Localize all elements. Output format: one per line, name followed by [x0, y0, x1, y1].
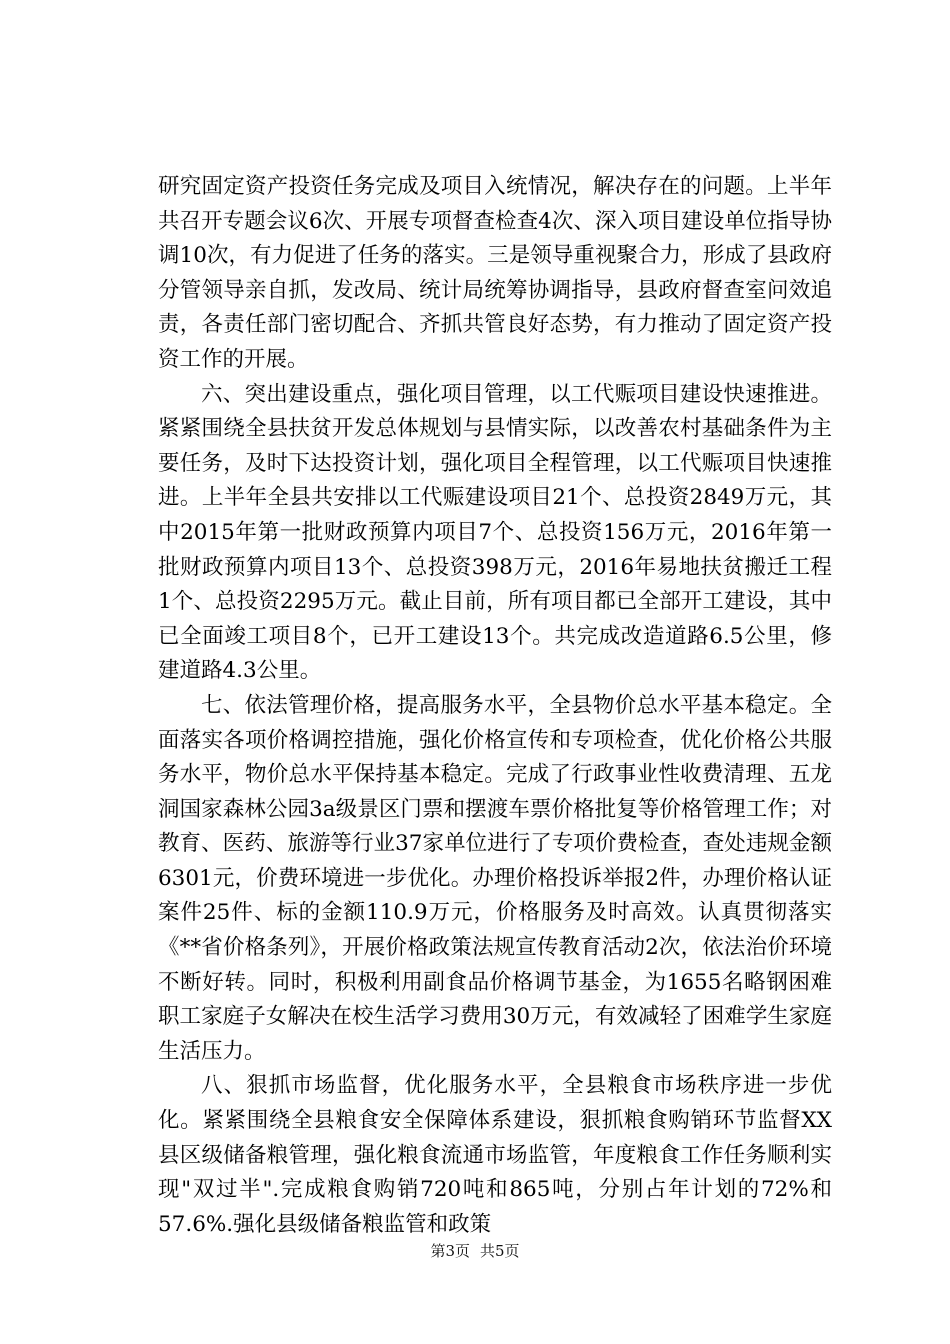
page-number: 第3页: [430, 1242, 470, 1260]
paragraph-section-7: 七、依法管理价格，提高服务水平，全县物价总水平基本稳定。全面落实各项价格调控措施，强化价格宣传和专项检查，优化价格公共服务水平，物价总水平保持基本稳定。完成了行政事业性收费清理、五龙洞国家森林公园3a级景区门票和摆渡车票价格批复等价格管理工作；对教育、医药、旅游等行业37家单位进行了专项价费检查，查处违规金额6301元，价费环境进一步优化。办理价格投诉举报2件，办理价格认证案件25件、标的金额110.9万元，价格服务及时高效。认真贯彻落实《**省价格条列》，开展价格政策法规宣传教育活动2次，依法治价环境不断好转。同时，积极利用副食品价格调节基金，为1655名略钢困难职工家庭子女解决在校生活学习费用30万元，有效减轻了困难学生家庭生活压力。: [158, 692, 832, 1064]
document-body: [158, 170, 832, 1242]
page-total: 共5页: [480, 1242, 520, 1260]
page-footer: [0, 1241, 950, 1261]
paragraph-section-8: 八、狠抓市场监督，优化服务水平，全县粮食市场秩序进一步优化。紧紧围绕全县粮食安全保障体系建设，狠抓粮食购销环节监督XX县区级储备粮管理，强化粮食流通市场监管，年度粮食工作任务顺利实现"双过半".完成粮食购销720吨和865吨，分别占年计划的72%和57.6%.强化县级储备粮监管和政策: [158, 1073, 832, 1237]
paragraph-continuation: 研究固定资产投资任务完成及项目入统情况，解决存在的问题。上半年共召开专题会议6次、开展专项督查检查4次、深入项目建设单位指导协调10次，有力促进了任务的落实。三是领导重视聚合力，形成了县政府分管领导亲自抓，发改局、统计局统筹协调指导，县政府督查室问效追责，各责任部门密切配合、齐抓共管良好态势，有力推动了固定资产投资工作的开展。: [158, 174, 832, 372]
paragraph-section-6: 六、突出建设重点，强化项目管理，以工代赈项目建设快速推进。紧紧围绕全县扶贫开发总体规划与县情实际，以改善农村基础条件为主要任务，及时下达投资计划，强化项目全程管理，以工代赈项目快速推进。上半年全县共安排以工代赈建设项目21个、总投资2849万元，其中2015年第一批财政预算内项目7个、总投资156万元，2016年第一批财政预算内项目13个、总投资398万元，2016年易地扶贫搬迁工程1个、总投资2295万元。截止目前，所有项目都已全部开工建设，其中已全面竣工项目8个，已开工建设13个。共完成改造道路6.5公里，修建道路4.3公里。: [158, 381, 832, 684]
